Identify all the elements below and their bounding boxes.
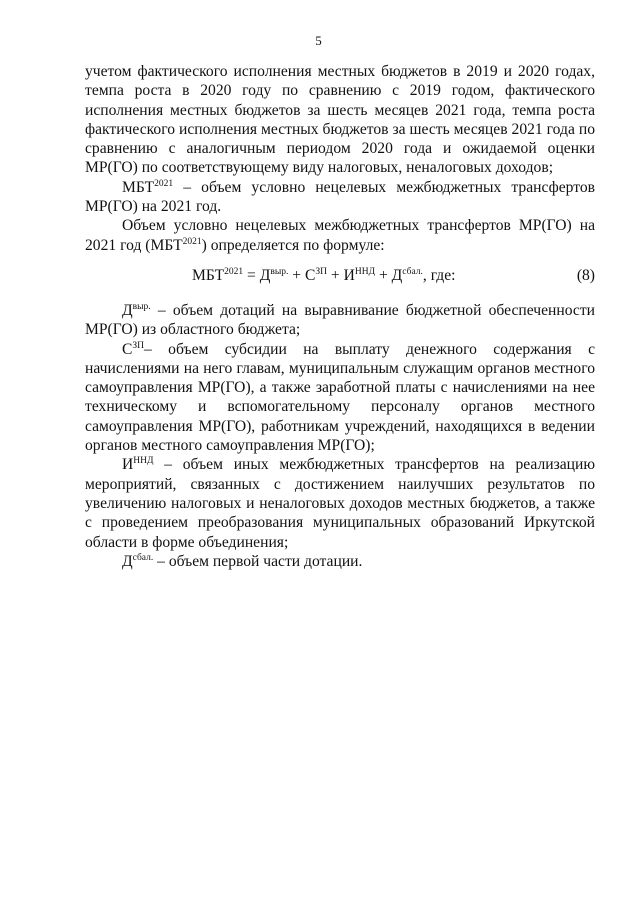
formula-i: + И [327,266,355,284]
formula-d: = Д [243,266,271,284]
symbol-d2: Д [122,552,133,570]
intro-sup: 2021 [182,236,202,247]
formula-c: + С [288,266,316,284]
definition-text: – объем дотаций на выравнивание бюджетной обеспеченности МР(ГО) из областного бюджета; [85,301,595,339]
symbol-d2-sup: сбал. [132,552,154,563]
formula [192,266,456,285]
formula-d-sup: выр. [270,266,289,277]
symbol-c: С [122,340,133,358]
paragraph-formula-intro [85,216,595,255]
formula-lhs-sup: 2021 [224,266,244,277]
paragraph-d-sbal-definition [85,552,595,571]
symbol-d-sup: выр. [132,301,151,312]
symbol-i-sup: ННД [133,456,154,467]
formula-lhs: МБТ [192,266,225,284]
symbol-mbt-sup: 2021 [154,178,174,189]
paragraph-continuation: учетом фактического исполнения местных бюджетов в 2019 и 2020 годах, темпа роста в 2020 году по сравнению с 2019 годом, фактического исполнения местных бюджетов за шесть месяцев 2021 года, темпа роста фактического исполнения местных бюджетов за шесть месяцев 2021 года по сравнению с аналогичным периодом 2020 года и ожидаемой оценки МР(ГО) по соответствующему виду налоговых, неналоговых доходов; [85,63,595,177]
paragraph-mbt-definition [85,178,595,217]
intro-text-a: Объем условно нецелевых межбюджетных трансфертов МР(ГО) на 2021 год (МБТ [85,217,595,254]
paragraph-c-zp-definition [85,340,595,456]
document-body [85,62,595,571]
definition-text: – объем иных межбюджетных трансфертов на реализацию мероприятий, связанных с достижением наилучших результатов по увеличению налоговых и неналоговых доходов местных бюджетов, а также с проведением преобразования муниципальных образований Иркутской области в форме объединения; [85,456,595,551]
symbol-i: И [122,456,134,474]
formula-tail: , где: [422,266,456,284]
formula-row [85,266,595,287]
definition-text: – объем субсидии на выплату денежного содержания с начислениями на него главам, муниципальным служащим органов местного самоуправления МР(ГО), а также заработной платы с начислениями на нее техническому и вспомогательному персоналу органов местного самоуправления МР(ГО), работникам учреждений, находящихся в ведении органов местного самоуправления МР(ГО); [85,340,595,455]
formula-number: (8) [576,266,595,284]
definition-text: – объем условно нецелевых межбюджетных трансфертов МР(ГО) на 2021 год. [85,178,595,216]
symbol-d: Д [122,301,133,319]
formula-d2-sup: сбал. [402,266,423,277]
paragraph-i-nnd-definition [85,455,595,551]
definition-text: – объем первой части дотации. [153,552,363,570]
symbol-c-sup: ЗП [132,340,145,351]
intro-text-b: ) определяется по формуле: [201,236,385,254]
formula-i-sup: ННД [354,266,376,277]
paragraph-d-vyr-definition [85,301,595,340]
formula-c-sup: ЗП [315,266,327,277]
symbol-mbt: МБТ [122,178,155,196]
page-number: 5 [315,33,322,48]
formula-d2: + Д [375,266,403,284]
